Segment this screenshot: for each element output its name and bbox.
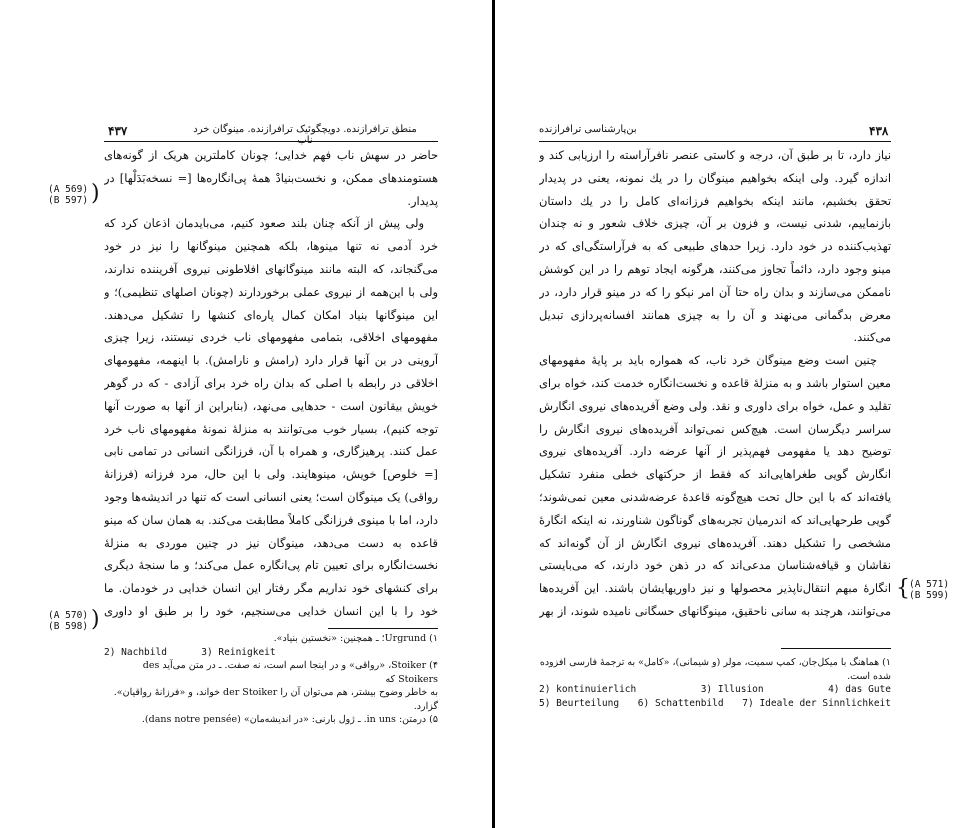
left-margin-brace-1: ) bbox=[91, 181, 100, 206]
left-footnotes bbox=[104, 632, 438, 727]
left-page-number: ۴۳۷ bbox=[108, 124, 128, 138]
footnote-3-illusion: 3) Illusion bbox=[700, 684, 764, 695]
right-header-rule bbox=[539, 141, 891, 142]
left-footnote-2-3 bbox=[104, 646, 438, 660]
margin-ref-a569: (A 569) bbox=[48, 184, 89, 195]
left-paragraph-2: ولی پیش از آنکه چنان بلند صعود کنیم، می‌بایدمان اذعان کرد که خرد آدمی نه تنها مینوها، بلکه همچنین مینوگانها را نیز در خود می‌گنجاند، که البته مانند مینوگانهای افلاطونی نیروی آفریننده ندارند، ولی با این‌همه از نیروی عملی برخوردارند (چونان اصلهای تنظیمی)؛ و این مینوگانها بنیاد امکان کمال پاره‌ای کنشها را تشکیل می‌دهند. مفهومهای اخلاقی، بتمامی مفهومهای ناب خردی نیستند، زیرا چیزی آروینی در بن آنها قرار دارد (رامش و نارامش). با اینهمه، مفهومهای اخلاقی در رابطه با اصلی که بدان راه خرد برای آزادی - که در گوهر خویش بیقانون است - حدهایی می‌نهد، (بنابراین از آنها به صورت آنها توجه کنیم)، بسیار خوب می‌توانند به منزلهٔ نمونهٔ مفهومهای ناب خرد عمل کنند. پرهیزگاری، و همراه با آن، فرزانگی انسانی در تمامی نابی [= خلوص] خویش، مینوهایند. ولی با این حال، مرد فرزانه (فرزانهٔ رواقی) یک مینوگان است؛ یعنی انسانی است که تنها در اندیشه‌ها وجود دارد، اما با مینوی فرزانگی کاملاً مطابقت می‌کند. به همان سان که مینو قاعده به دست می‌دهد، مینوگان نیز در چنین موردی به منزلهٔ نخست‌انگاره برای تعیین تام پی‌انگاره عمل می‌کند؛ و ما سنجهٔ دیگری برای کنشهای خود نداریم مگر رفتار این انسان خدایی در خودمان. ما خود را با این انسان خدایی می‌سنجیم، خود را بر طبق او داوری bbox=[104, 216, 438, 618]
left-footnote-4b: به خاطر وضوح بیشتر، هم می‌توان آن را der Stoiker خواند، و «فرزانهٔ رواقیان». bbox=[113, 687, 438, 698]
left-margin-note-2 bbox=[48, 610, 88, 632]
right-footnote-row-1 bbox=[539, 683, 891, 697]
left-header-rule bbox=[104, 141, 438, 142]
right-margin-brace: { bbox=[896, 576, 910, 601]
left-margin-note-1 bbox=[48, 184, 88, 206]
right-footnote-rule bbox=[781, 648, 891, 649]
right-body-text bbox=[539, 144, 891, 622]
right-footnote-row-2 bbox=[539, 697, 891, 711]
right-paragraph-1: نیاز دارد، تا بر طبق آن، درجه و کاستی عنصر نافرآراسته را ارزیابی کند و اندازه گیرد. ولی اینکه بخواهیم مینوگان را در یك نمونه، یعنی در پدیدار تحقق بخشیم، مانند اینکه بخواهیم فرزانه‌ای کامل را در یك داستان بازنماییم، شدنی نیست، و فزون بر آن، چیزی خلاف شعور و نه چندان تهذیب‌کننده در خود دارد. زیرا حدهای طبیعی که به فرآراستگی‌ای که در مینو وجود دارد، دائماً تجاوز می‌کنند، هرگونه ایجاد توهم را در این کوشش ناممکن می‌سازند و بدان راه حتا آن امر نیکو را که در مینو قرار دارد، در معرض بدگمانی می‌نهند و آن را به چیزی همانند افسانه‌پردازی تبدیل می‌کنند. bbox=[539, 148, 891, 345]
right-margin-note bbox=[909, 579, 949, 601]
right-page-number: ۴۳۸ bbox=[869, 124, 889, 138]
footnote-3: 3) Reinigkeit bbox=[201, 646, 276, 658]
right-page bbox=[495, 0, 978, 828]
footnote-7-ideale: 7) Ideale der Sinnlichkeit bbox=[742, 697, 891, 709]
left-footnote-5: ۵) درمتن: in uns. ـ ژول بارنی: «در اندیشه‌مان» (dans notre pensée). bbox=[141, 714, 438, 725]
margin-ref-a570: (A 570) bbox=[48, 610, 89, 621]
footnote-4-das-gute: 4) das Gute bbox=[828, 684, 891, 695]
margin-ref-b599: (B 599) bbox=[909, 590, 950, 601]
footnote-2: 2) Nachbild bbox=[104, 646, 167, 658]
left-footnote-1: ۱) Urgrund؛ ـ همچنین: «نخستین بنیاد». bbox=[273, 633, 438, 644]
left-margin-brace-2: ) bbox=[91, 607, 100, 632]
right-paragraph-2: چنین است وضع مینوگان خرد ناب، که همواره باید بر پایهٔ مفهومهای معین استوار باشد و به منزلهٔ قاعده و نخست‌انگاره خدمت کند، خواه برای تقلید و عمل، خواه برای داوری و نقد. ولی وضع آفریده‌های نیروی انگارش سراسر دیگرسان است. هیچ‌کس نمی‌تواند آفریده‌های نیروی انگارش را توضیح دهد یا مفهومی فهم‌پذیر از آنها عرضه دارد. آفریده‌های نیروی انگارش گویی طغراهایی‌اند که فقط از حرکتهای خطی منفرد تشکیل یافته‌اند که با این حال تحت هیچ‌گونه قاعدهٔ عرضه‌شدنی معین نمی‌شوند؛ گویی طرحهایی‌اند که اندرمیان تجربه‌های گوناگون شناورند، نه اینکه انگارهٔ مشخصی را تشکیل دهند. آفریده‌های نیروی انگارش از آن گونه‌اند که نقاشان و قیافه‌شناسان مدعی‌اند که در ذهن خود دارند، که می‌بایستی انگارهٔ مبهم انتقال‌ناپذیر محصولها و نیز داوریهایشان باشند. این آفریده‌ها می‌توانند، هرچند به سانی ناحقیق، مینوگانهای حسگانی نامیده شوند، از بهر bbox=[539, 353, 891, 618]
left-paragraph-1: حاضر در سهش ناب فهم خدایی؛ چونان کاملترین هریک از گونه‌های هستومند‌های ممکن، و نخست‌بنیادْ همهٔ پی‌انگاره‌ها [= نسخه‌بَدَلْها] در پدیدار. bbox=[104, 148, 438, 208]
left-footnote-4c: گزارد. bbox=[413, 700, 438, 712]
right-footnotes bbox=[539, 656, 891, 710]
footnote-2-kontinuierlich: 2) kontinuierlich bbox=[539, 684, 637, 695]
margin-ref-a571: (A 571) bbox=[909, 579, 950, 590]
right-running-header: بن‌پارشناسی ترافرازنده bbox=[539, 124, 637, 135]
left-running-header: منطق ترافرازنده. دویچگوئیک ترافرازنده. مینوگان خرد bbox=[193, 124, 417, 135]
left-footnote-rule bbox=[328, 628, 438, 629]
right-footnote-1: ۱) هماهنگ با میکل‌جان، کمپ سمیت، مولر (و شیمانی)، «کامل» به ترجمهٔ فارسی افزوده شده است. bbox=[539, 657, 891, 682]
margin-ref-b598: (B 598) bbox=[48, 621, 89, 632]
margin-ref-b597: (B 597) bbox=[48, 195, 89, 206]
footnote-5-beurteilung: 5) Beurteilung bbox=[539, 697, 620, 709]
left-body-text bbox=[104, 144, 438, 618]
left-footnote-4a: ۴) Stoiker، «رواقی» و در اینجا اسم است، نه صفت. ـ در متن می‌آید des Stoikers که bbox=[142, 660, 438, 685]
footnote-6-schattenbild: 6) Schattenbild bbox=[637, 697, 724, 709]
